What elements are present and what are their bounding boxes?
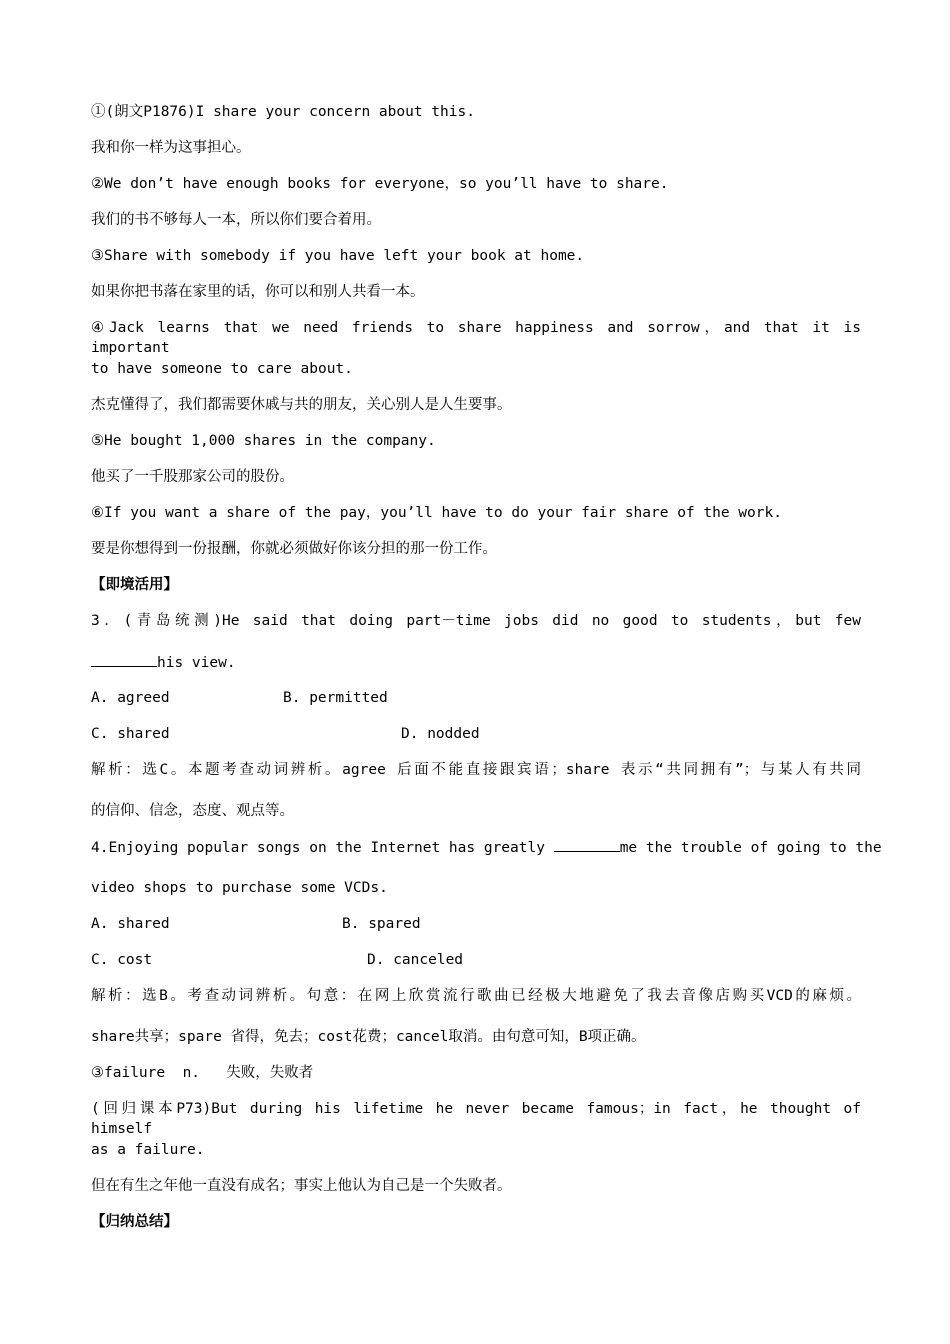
section-heading-practice: 【即境活用】 [91,577,178,593]
q4-explanation-line1: 解析：选B。考查动词辨析。句意：在网上欣赏流行歌曲已经极大地避免了我去音像店购买VCD的麻烦。 [91,988,861,1004]
textbook-example-zh: 但在有生之年他一直没有成名；事实上他认为自己是一个失败者。 [91,1178,512,1194]
question-4-head: 4.Enjoying popular songs on the Internet has greatly [91,840,554,856]
q3-option-d: D. nodded [401,726,480,742]
question-3-tail: his view. [157,655,236,671]
q3-explanation-line1: 解析：选C。本题考查动词辨析。agree 后面不能直接跟宾语；share 表示“共同拥有”；与某人有共同 [91,762,861,778]
example-6-en: ⑥If you want a share of the pay，you’ll have to do your fair share of the work. [91,505,782,521]
example-3-zh: 如果你把书落在家里的话，你可以和别人共看一本。 [91,284,425,300]
vocab-heading-failure: ③failure n. 失败，失败者 [91,1065,314,1081]
question-4-line1 [91,837,882,858]
q4-option-d: D. canceled [367,952,464,968]
example-4-en-line1: ④Jack learns that we need friends to share happiness and sorrow，and that it is important [91,320,861,356]
example-3-en: ③Share with somebody if you have left your book at home. [91,248,585,264]
example-6-zh: 要是你想得到一份报酬，你就必须做好你该分担的那一份工作。 [91,541,497,557]
example-4-en-line2: to have someone to care about. [91,361,353,377]
question-3-line2 [91,652,236,673]
answer-blank [91,652,157,667]
example-1-en: ①(朗文P1876)I share your concern about this. [91,104,475,120]
example-5-en: ⑤He bought 1,000 shares in the company. [91,433,436,449]
q4-explanation-line2: share共享；spare 省得，免去；cost花费；cancel取消。由句意可知，B项正确。 [91,1029,646,1045]
section-heading-summary: 【归纳总结】 [91,1214,178,1230]
q4-option-a: A. shared [91,916,170,932]
question-4-tail: me the trouble of going to the [619,840,882,856]
example-4-zh: 杰克懂得了，我们都需要休戚与共的朋友，关心别人是人生要事。 [91,397,512,413]
example-5-zh: 他买了一千股那家公司的股份。 [91,469,294,485]
q3-option-c: C. shared [91,726,170,742]
example-2-zh: 我们的书不够每人一本，所以你们要合着用。 [91,212,381,228]
q4-option-b: B. spared [342,916,421,932]
example-1-zh: 我和你一样为这事担心。 [91,140,251,156]
q3-option-a: A. agreed [91,690,170,706]
question-3-line1: 3．(青岛统测)He said that doing part－time jobs did no good to students，but few [91,613,861,629]
question-4-line2: video shops to purchase some VCDs. [91,880,388,896]
textbook-example-line1: (回归课本P73)But during his lifetime he never became famous；in fact，he thought of himself [91,1101,861,1137]
q3-option-b: B. permitted [283,690,388,706]
q3-explanation-line2: 的信仰、信念，态度、观点等。 [91,803,294,819]
textbook-example-line2: as a failure. [91,1142,205,1158]
example-2-en: ②We don’t have enough books for everyone，so you’ll have to share. [91,176,669,192]
answer-blank [554,837,620,852]
q4-option-c: C. cost [91,952,153,968]
